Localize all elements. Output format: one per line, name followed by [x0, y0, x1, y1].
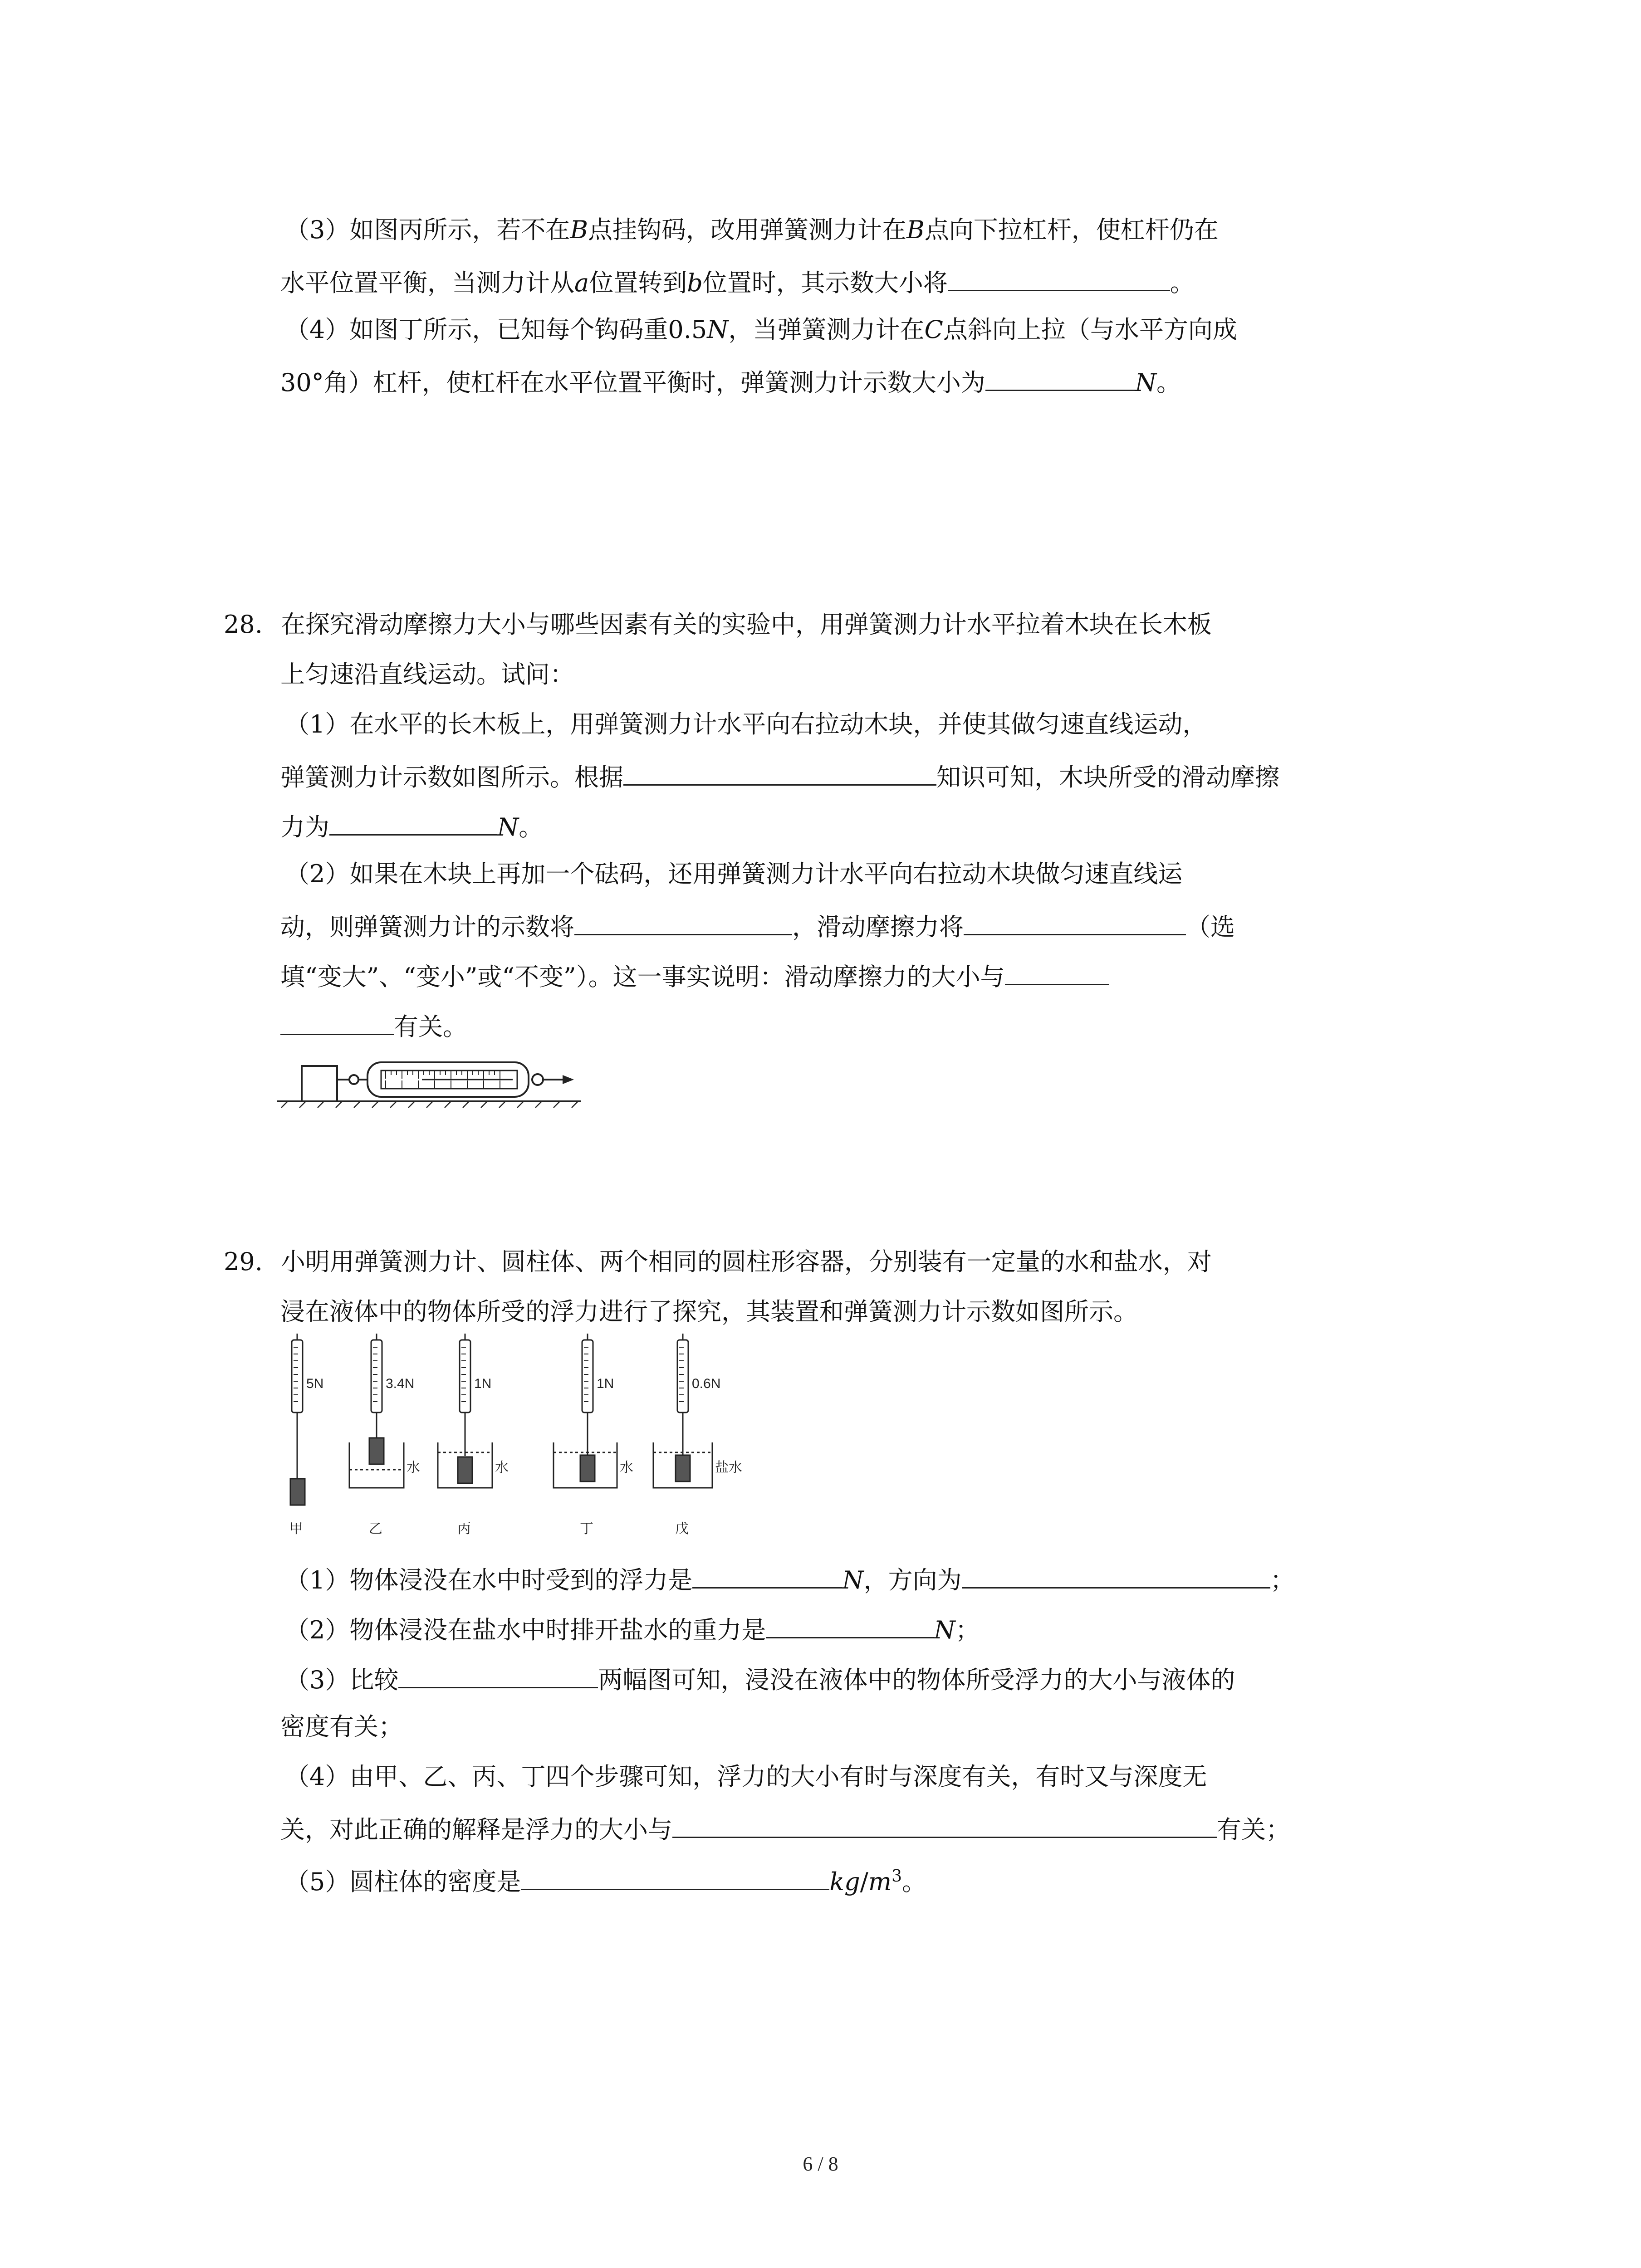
q29-part4-line2: 关，对此正确的解释是浮力的大小与 有关；	[0, 1809, 1641, 1848]
liquid-label-yi: 水	[407, 1460, 420, 1475]
cylinder	[369, 1438, 384, 1464]
answer-blank[interactable]	[623, 756, 936, 786]
answer-blank[interactable]	[521, 1861, 829, 1890]
cylinder	[676, 1455, 690, 1481]
setup-jia	[290, 1334, 305, 1505]
cylinder	[290, 1479, 305, 1505]
q28-part1-line3: 力为 N。	[0, 806, 1641, 846]
q29-part3-line1: （3）比较 两幅图可知，浸没在液体中的物体所受浮力的大小与液体的	[0, 1659, 1641, 1698]
q29-intro-line2: 浸在液体中的物体所受的浮力进行了探究，其装置和弹簧测力计示数如图所示。	[280, 1297, 1138, 1326]
friction-experiment-figure	[272, 1039, 599, 1111]
answer-blank[interactable]	[672, 1809, 1217, 1838]
q28-intro-line1: 28. 在探究滑动摩擦力大小与哪些因素有关的实验中，用弹簧测力计水平拉着木块在长木板	[224, 610, 1212, 639]
liquid-label-wu: 盐水	[715, 1460, 742, 1475]
page-number: 6 / 8	[803, 2153, 838, 2175]
setup-bing	[438, 1334, 492, 1488]
pull-direction-arrow	[563, 1075, 574, 1084]
reading-ding: 1N	[597, 1376, 614, 1391]
question-number: 28.	[224, 610, 263, 639]
caption-wu: 戊	[675, 1521, 689, 1536]
reading-yi: 3.4N	[386, 1376, 415, 1391]
caption-jia: 甲	[289, 1521, 303, 1536]
q28-part1-line1: （1）在水平的长木板上，用弹簧测力计水平向右拉动木块，并使其做匀速直线运动，	[285, 710, 1207, 738]
q28-part2-line2: 动，则弹簧测力计的示数将 ，滑动摩擦力将 （选	[0, 906, 1641, 945]
setup-ding	[554, 1334, 617, 1488]
answer-blank[interactable]	[329, 806, 497, 836]
caption-bing: 丙	[457, 1521, 471, 1536]
buoyancy-experiment-figure	[272, 1334, 771, 1547]
answer-blank[interactable]	[962, 1559, 1270, 1589]
answer-blank[interactable]	[964, 906, 1186, 935]
q29-part5: （5）圆柱体的密度是 $kg/m^3$。	[0, 1858, 1641, 1900]
q28-part1-line2: 弹簧测力计示数如图所示。根据 知识可知，木块所受的滑动摩擦	[0, 756, 1641, 796]
reading-bing: 1N	[474, 1376, 492, 1391]
answer-blank[interactable]	[692, 1559, 842, 1589]
q28-intro-line2: 上匀速沿直线运动。试问：	[280, 660, 574, 689]
q29-part2: （2）物体浸没在盐水中时排开盐水的重力是 N；	[0, 1609, 1641, 1648]
answer-blank[interactable]	[766, 1609, 934, 1638]
q27-part4-line1: （4）如图丁所示，已知每个钩码重0.5N，当弹簧测力计在C点斜向上拉（与水平方向成	[285, 315, 1237, 344]
q27-part3-line1: （3）如图丙所示，若不在B点挂钩码，改用弹簧测力计在B点向下拉杠杆，使杠杆仍在	[285, 215, 1219, 244]
hook	[349, 1075, 358, 1084]
q29-intro-line1: 29. 小明用弹簧测力计、圆柱体、两个相同的圆柱形容器，分别装有一定量的水和盐水，对	[224, 1247, 1212, 1276]
answer-blank[interactable]	[985, 362, 1135, 391]
liquid-label-ding: 水	[620, 1460, 633, 1475]
q28-part2-line1: （2）如果在木块上再加一个砝码，还用弹簧测力计水平向右拉动木块做匀速直线运	[285, 860, 1183, 888]
answer-blank[interactable]	[1005, 956, 1109, 985]
cylinder	[458, 1457, 472, 1483]
pull-ring	[532, 1074, 543, 1085]
q29-part1: （1）物体浸没在水中时受到的浮力是 N，方向为 ；	[0, 1559, 1641, 1598]
answer-blank[interactable]	[280, 1006, 394, 1035]
question-number: 29.	[224, 1247, 263, 1276]
q27-part3-line2: 水平位置平衡，当测力计从a位置转到b位置时，其示数大小将 。	[0, 262, 1641, 301]
q29-part4-line1: （4）由甲、乙、丙、丁四个步骤可知，浮力的大小有时与深度有关，有时又与深度无	[285, 1762, 1207, 1791]
q27-part4-line2: 30°角）杠杆，使杠杆在水平位置平衡时，弹簧测力计示数大小为 N。	[0, 362, 1641, 401]
caption-yi: 乙	[369, 1521, 382, 1536]
reading-jia: 5N	[306, 1376, 324, 1391]
q29-part3-line2: 密度有关；	[280, 1712, 403, 1741]
answer-blank[interactable]	[948, 262, 1170, 291]
cylinder	[580, 1455, 595, 1481]
wooden-block	[302, 1066, 337, 1101]
setup-yi	[349, 1334, 404, 1488]
liquid-label-bing: 水	[495, 1460, 509, 1475]
answer-blank[interactable]	[574, 906, 792, 935]
board-hatching	[281, 1101, 578, 1108]
q28-part2-line4: 有关。	[0, 1006, 1641, 1045]
q28-part2-line3: 填“变大”、“变小”或“不变”）。这一事实说明：滑动摩擦力的大小与	[0, 956, 1641, 995]
reading-wu: 0.6N	[692, 1376, 721, 1391]
caption-ding: 丁	[580, 1521, 593, 1536]
setup-wu	[653, 1334, 712, 1488]
answer-blank[interactable]	[398, 1659, 598, 1688]
